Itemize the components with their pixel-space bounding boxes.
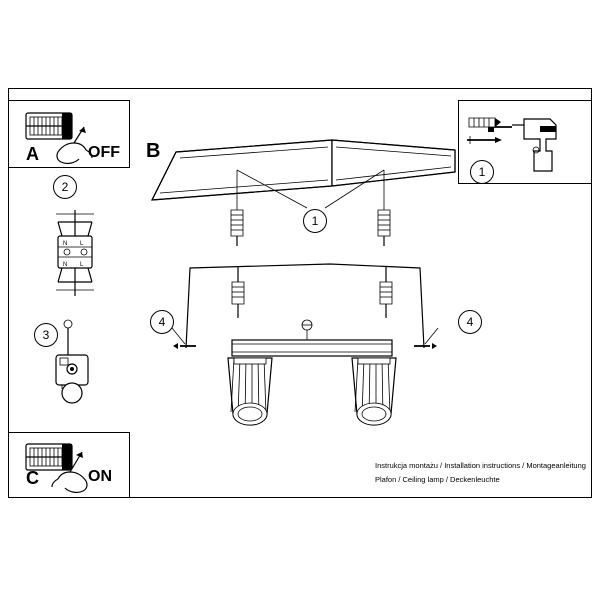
svg-text:L: L xyxy=(80,241,84,247)
side-screw-left xyxy=(172,328,196,349)
ceiling-panel-right xyxy=(332,140,455,186)
lamp-head-left xyxy=(228,358,272,425)
screw-right xyxy=(380,282,392,318)
mounting-bracket xyxy=(186,264,424,348)
screw-icon-drillbox xyxy=(467,136,502,144)
callout-right-4 xyxy=(458,310,482,334)
callout-drill-1 xyxy=(470,160,494,184)
panel-b-label: B xyxy=(146,140,161,162)
step-3-connector-icon xyxy=(56,320,88,403)
lamp-bar xyxy=(232,340,392,356)
wall-anchor-right xyxy=(378,210,390,246)
callout-step-3-text: 3 xyxy=(42,328,50,342)
wall-plug-icon xyxy=(469,118,501,127)
side-screw-right xyxy=(414,328,438,349)
svg-text:N: N xyxy=(63,241,68,247)
callout-right-4-text: 4 xyxy=(466,315,474,329)
callout-ceiling-1 xyxy=(303,209,327,233)
caption-line-1: Instrukcja montażu / Installation instructions / Montageanleitung xyxy=(375,461,586,470)
callout-left-4-text: 4 xyxy=(158,315,166,329)
caption-line-2: Plafon / Ceiling lamp / Deckenleuchte xyxy=(375,475,500,484)
panel-a-label: A xyxy=(26,144,39,164)
callout-left-4 xyxy=(150,310,174,334)
screw-left xyxy=(232,282,244,318)
step-2-terminal-block-icon xyxy=(56,210,94,296)
svg-text:N: N xyxy=(63,262,68,268)
lamp-head-right xyxy=(352,358,396,425)
callout-drill-1-text: 1 xyxy=(478,165,486,179)
panel-c-label: C xyxy=(26,468,39,488)
panel-c-state-on: ON xyxy=(88,468,112,485)
callout-ceiling-1-text: 1 xyxy=(311,214,319,228)
callout-step-2 xyxy=(53,175,77,199)
svg-text:L: L xyxy=(80,262,84,268)
panel-c-switch-icon xyxy=(26,444,72,470)
callout-step-2-text: 2 xyxy=(61,180,69,194)
panel-a-state-off: OFF xyxy=(88,144,120,161)
callout-step-3 xyxy=(34,323,58,347)
drill-icon xyxy=(488,119,556,171)
ceiling-panel-left xyxy=(152,140,332,200)
wall-anchor-left xyxy=(231,210,243,246)
panel-a-switch-icon xyxy=(26,113,72,139)
